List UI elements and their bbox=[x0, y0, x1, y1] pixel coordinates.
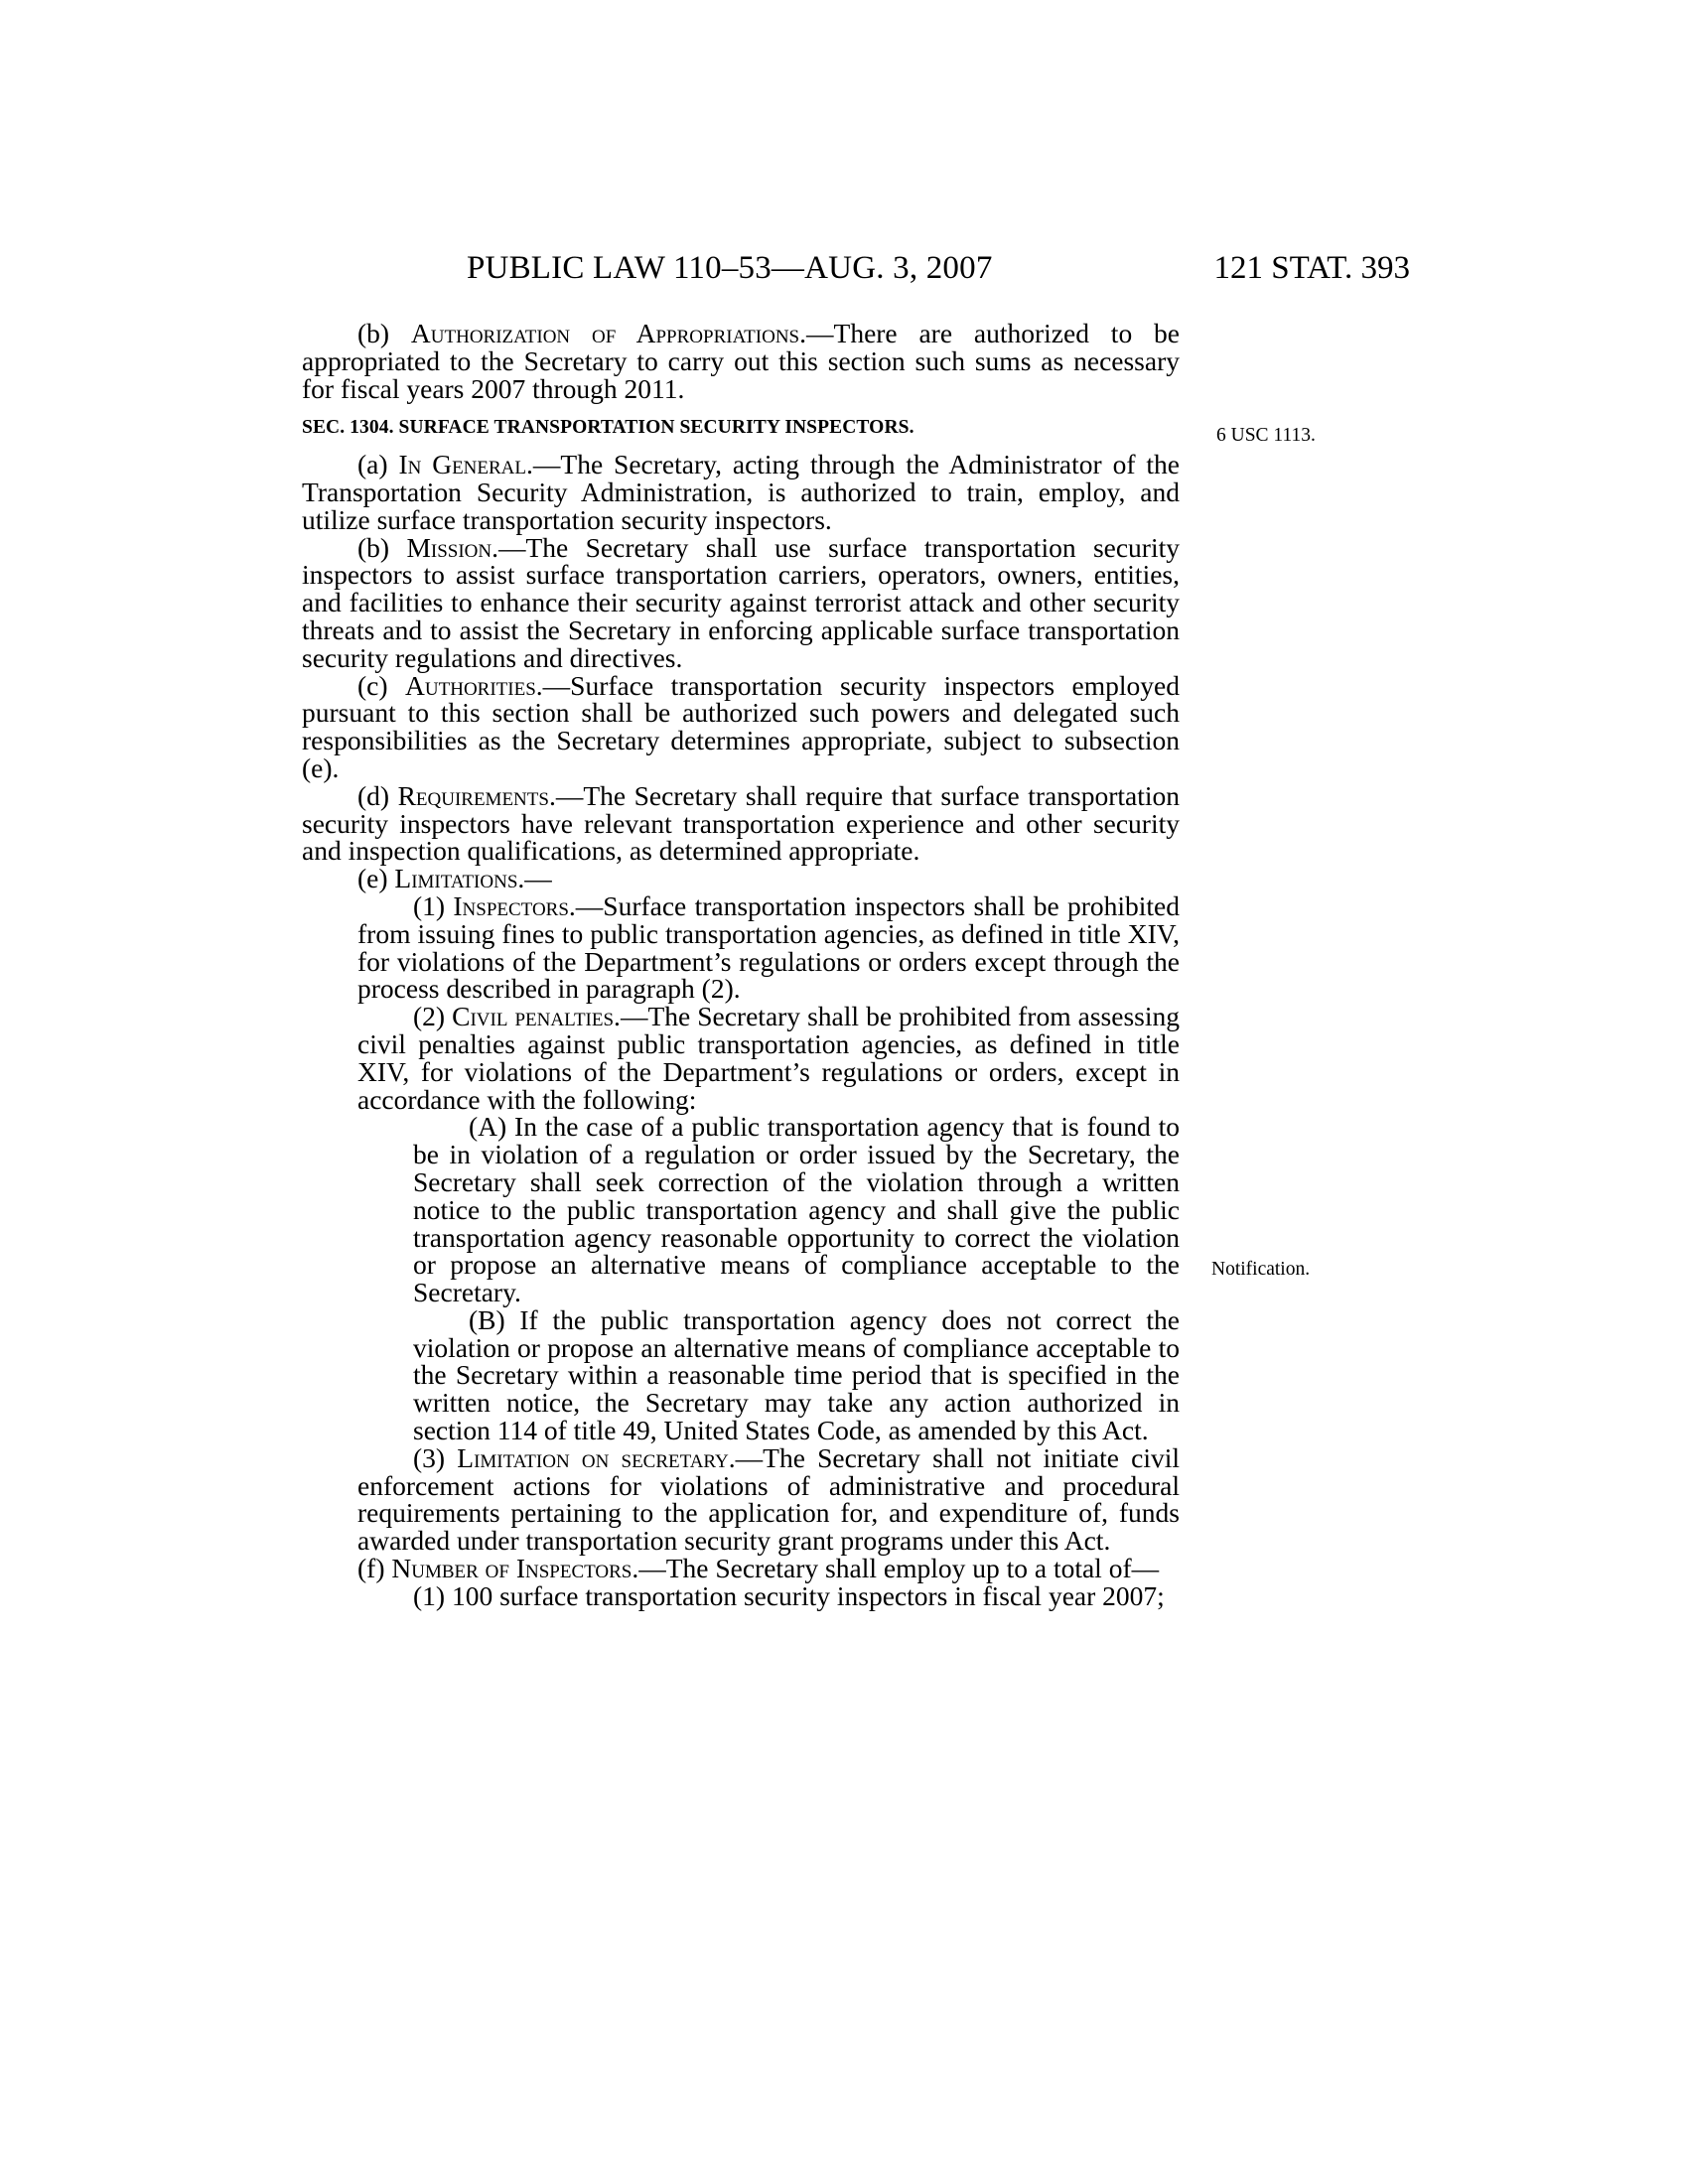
subsection-label: (e) bbox=[357, 863, 395, 894]
page-header-title: PUBLIC LAW 110–53—AUG. 3, 2007 bbox=[467, 250, 993, 286]
subparagraph-A: (A) In the case of a public transportation agency that is found to be in violation of a regulation or order issued by the Secretary, the Secretary shall seek correction of the violation through a written notice to the public transportation agency and shall give the public transportation agency reasonable opportunity to correct the violation or propose an alternative means of compliance acceptable to the Secretary. bbox=[413, 1111, 1180, 1308]
subsection-label: (a) bbox=[357, 449, 399, 480]
margin-note-notification: Notification. bbox=[1211, 1259, 1311, 1280]
subsection-heading: Number of Inspectors. bbox=[391, 1553, 639, 1584]
paragraph-text: —Surface transportation inspectors shall be prohibited from issuing fines to public transportation agencies, as defined in title XIV, for violations of the Department’s regulations or orders except through the process described in paragraph (2). bbox=[357, 889, 1180, 1005]
paragraph-heading: Inspectors. bbox=[453, 889, 576, 921]
paragraph-e1 bbox=[357, 889, 1180, 1005]
subsection-label: (d) bbox=[357, 779, 398, 811]
paragraph-label: (1) bbox=[413, 889, 454, 921]
subsection-text: —The Secretary, acting through the Administrator of the Transportation Security Administration, is authorized to train, employ, and utilize surface transportation security inspectors. bbox=[302, 449, 1180, 535]
subsection-heading: In General. bbox=[398, 449, 533, 480]
subparagraph-B: (B) If the public transportation agency does not correct the violation or propose an alternative means of compliance acceptable to the Secretary within a reasonable time period that is specified in the written notice, the Secretary may take any action authorized in section 114 of title 49, United States Code, as amended by this Act. bbox=[413, 1303, 1180, 1446]
paragraph-text: —The Secretary shall not initiate civil enforcement actions for violations of administrative and procedural requirements pertaining to the application for, and expenditure of, funds awarded under transportation security grant programs under this Act. bbox=[357, 1441, 1180, 1557]
subsection-text: —There are authorized to be appropriated to the Secretary to carry out this section such sums as necessary for fiscal years 2007 through 2011. bbox=[302, 318, 1180, 404]
paragraph-label: (2) bbox=[413, 1001, 453, 1032]
paragraph-text: —The Secretary shall be prohibited from assessing civil penalties against public transportation agencies, as defined in title XIV, for violations of the Department’s regulations or orders, except in accordance with the following: bbox=[357, 1001, 1180, 1115]
paragraph-heading: Limitation on secretary. bbox=[457, 1441, 736, 1473]
subsection-label: (b) bbox=[357, 531, 407, 563]
subsection-f bbox=[302, 1555, 1180, 1582]
subsection-text: —The Secretary shall require that surface transportation security inspectors have relevant transportation experience and other security and inspection qualifications, as determined appropriate. bbox=[302, 779, 1180, 867]
subsection-b-appropriations bbox=[302, 320, 1180, 402]
paragraph-heading: Civil penalties. bbox=[452, 1001, 621, 1032]
paragraph-e3 bbox=[357, 1441, 1180, 1557]
section-heading: SEC. 1304. SURFACE TRANSPORTATION SECURITY INSPECTORS. bbox=[302, 417, 914, 439]
subsection-label: (f) bbox=[357, 1553, 392, 1584]
subsection-text: —The Secretary shall use surface transportation security inspectors to assist surface transportation carriers, operators, owners, entities, and facilities to enhance their security against terrorist attack and other security threats and to assist the Secretary in enforcing applicable surface transportation security regulations and directives. bbox=[302, 531, 1180, 673]
subsection-text: —The Secretary shall employ up to a total of— bbox=[638, 1553, 1160, 1584]
subsection-heading: Requirements. bbox=[397, 779, 556, 811]
paragraph-e2 bbox=[357, 1003, 1180, 1113]
subsection-c bbox=[302, 669, 1180, 783]
page-header-stat: 121 STAT. 393 bbox=[1213, 250, 1410, 286]
subsection-label: (c) bbox=[357, 669, 406, 701]
subsection-heading: Authorities. bbox=[405, 669, 543, 701]
paragraph-f1: (1) 100 surface transportation security inspectors in fiscal year 2007; bbox=[413, 1579, 1165, 1611]
subsection-e bbox=[302, 865, 1180, 892]
subsection-label: (b) bbox=[357, 318, 411, 348]
margin-note-usc: 6 USC 1113. bbox=[1216, 425, 1316, 446]
subsection-b bbox=[302, 531, 1180, 673]
subsection-d bbox=[302, 779, 1180, 867]
subsection-text: — bbox=[524, 863, 552, 894]
subsection-heading: Limitations. bbox=[394, 863, 525, 894]
subsection-text: —Surface transportation security inspectors employed pursuant to this section shall be authorized such powers and delegated such responsibilities as the Secretary determines appropriate, subject to subsection (e). bbox=[302, 669, 1180, 783]
paragraph-label: (3) bbox=[413, 1441, 458, 1473]
document-body bbox=[302, 320, 1180, 1610]
subsection-heading: Mission. bbox=[406, 531, 498, 563]
subsection-a bbox=[302, 451, 1180, 533]
subsection-heading: Authorization of Appropriations. bbox=[410, 318, 807, 348]
